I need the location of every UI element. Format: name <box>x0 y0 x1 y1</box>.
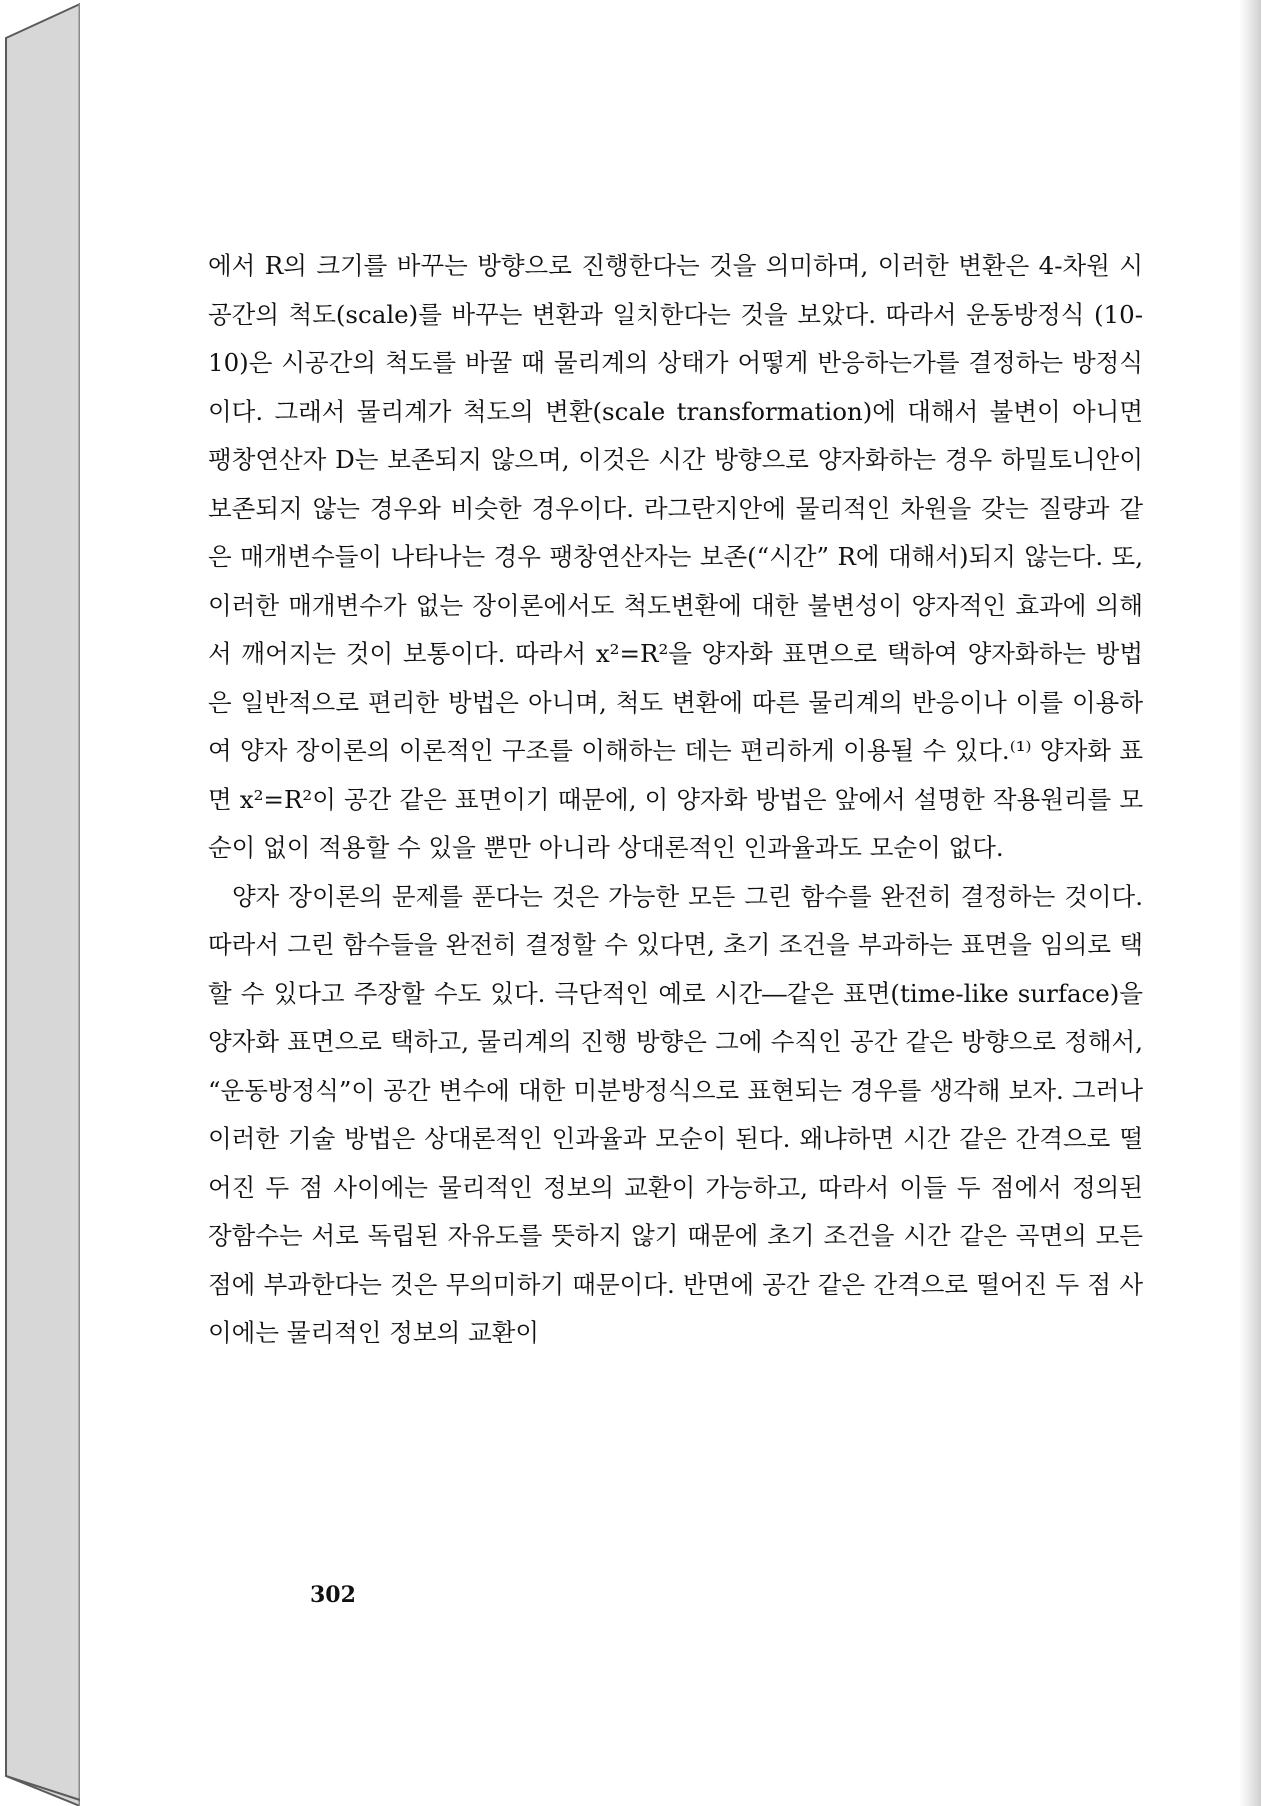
paragraph-1: 에서 R의 크기를 바꾸는 방향으로 진행한다는 것을 의미하며, 이러한 변환은 4-차원 시공간의 척도(scale)를 바꾸는 변환과 일치한다는 것을 보았다. 따라서 운동방정식 (10-10)은 시공간의 척도를 바꿀 때 물리계의 상태가 어떻게 반응하는가를 결정하는 방정식이다. 그래서 물리계가 척도의 변환(scale transformation)에 대해서 불변이 아니면 팽창연산자 D는 보존되지 않으며, 이것은 시간 방향으로 양자화하는 경우 하밀토니안이 보존되지 않는 경우와 비슷한 경우이다. 라그란지안에 물리적인 차원을 갖는 질량과 같은 매개변수들이 나타나는 경우 팽창연산자는 보존(“시간” R에 대해서)되지 않는다. 또, 이러한 매개변수가 없는 장이론에서도 척도변환에 대한 불변성이 양자적인 효과에 의해서 깨어지는 것이 보통이다. 따라서 x²=R²을 양자화 표면으로 택하여 양자화하는 방법은 일반적으로 편리한 방법은 아니며, 척도 변환에 따른 물리계의 반응이나 이를 이용하여 양자 장이론의 이론적인 구조를 이해하는 데는 편리하게 이용될 수 있다.⁽¹⁾ 양자화 표면 x²=R²이 공간 같은 표면이기 때문에, 이 양자화 방법은 앞에서 설명한 작용원리를 모순이 없이 적용할 수 있을 뿐만 아니라 상대론적인 인과율과도 모순이 없다. <box>208 251 1143 862</box>
book-side-face <box>6 4 80 1806</box>
body-text <box>208 242 1143 1358</box>
page-edge-shadow <box>1239 0 1261 1806</box>
paragraph-2: 양자 장이론의 문제를 푼다는 것은 가능한 모든 그린 함수를 완전히 결정하는 것이다. 따라서 그린 함수들을 완전히 결정할 수 있다면, 초기 조건을 부과하는 표면을 임의로 택할 수 있다고 주장할 수도 있다. 극단적인 예로 시간―같은 표면(time-like surface)을 양자화 표면으로 택하고, 물리계의 진행 방향은 그에 수직인 공간 같은 방향으로 정해서, “운동방정식”이 공간 변수에 대한 미분방정식으로 표현되는 경우를 생각해 보자. 그러나 이러한 기술 방법은 상대론적인 인과율과 모순이 된다. 왜냐하면 시간 같은 간격으로 떨어진 두 점 사이에는 물리적인 정보의 교환이 가능하고, 따라서 이들 두 점에서 정의된 장함수는 서로 독립된 자유도를 뜻하지 않기 때문에 초기 조건을 시간 같은 곡면의 모든 점에 부과한다는 것은 무의미하기 때문이다. 반면에 공간 같은 간격으로 떨어진 두 점 사이에는 물리적인 정보의 교환이 <box>208 881 1143 1347</box>
page-number: 302 <box>310 1582 356 1608</box>
